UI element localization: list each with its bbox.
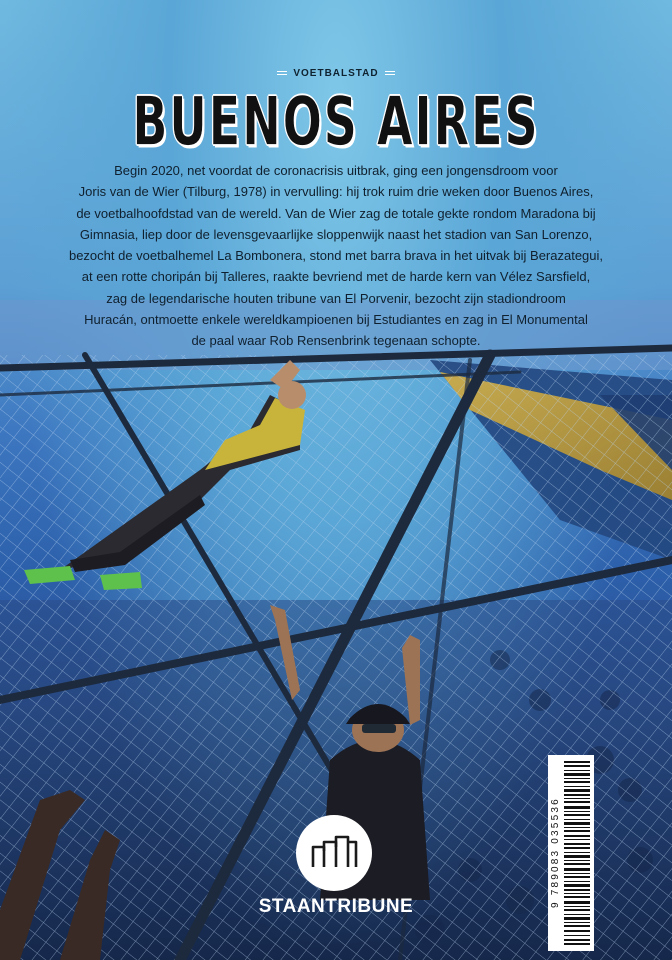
blurb-line: at een rotte choripán bij Talleres, raakte bevriend met de harde kern van Vélez Sarsfield,	[81, 269, 591, 285]
blurb-line: Joris van de Wier (Tilburg, 1978) in vervulling: hij trok ruim drie weken door Buenos Aires,	[78, 184, 594, 200]
blurb-line: Begin 2020, net voordat de coronacrisis uitbrak, ging een jongensdroom voor	[114, 163, 558, 178]
blurb-line: de paal waar Rob Rensenbrink tegenaan schopte.	[191, 333, 481, 349]
blurb-line: de voetbalhoofdstad van de wereld. Van de Wier zag de totale gekte rondom Maradona bij	[76, 205, 596, 221]
cover-header	[0, 62, 672, 161]
kicker-dash-right	[385, 71, 395, 75]
isbn-digits: 9 789083 035536	[550, 797, 561, 909]
blurb-line: Huracán, ontmoette enkele wereldkampioenen bij Estudiantes en zag in El Monumental	[84, 312, 588, 328]
blurb-line: bezocht de voetbalhemel La Bombonera, stond met barra brava in het uitvak bij Berazategui,	[68, 248, 604, 264]
stands-logo-icon	[296, 815, 372, 891]
series-kicker	[277, 68, 394, 79]
blurb-line: Gimnasia, liep door de levensgevaarlijke sloppenwijk naast het stadion van San Lorenzo,	[79, 226, 593, 242]
book-title: BUENOS AIRES	[132, 82, 540, 161]
isbn-barcode	[548, 755, 594, 951]
back-cover-blurb	[60, 160, 612, 352]
publisher-name: STAANTRIBUNE	[258, 896, 414, 917]
kicker-label: VOETBALSTAD	[293, 67, 379, 79]
kicker-dash-left	[277, 71, 287, 75]
blurb-line: zag de legendarische houten tribune van El Porvenir, bezocht zijn stadiondroom	[106, 290, 566, 306]
publisher-logo	[296, 815, 372, 891]
